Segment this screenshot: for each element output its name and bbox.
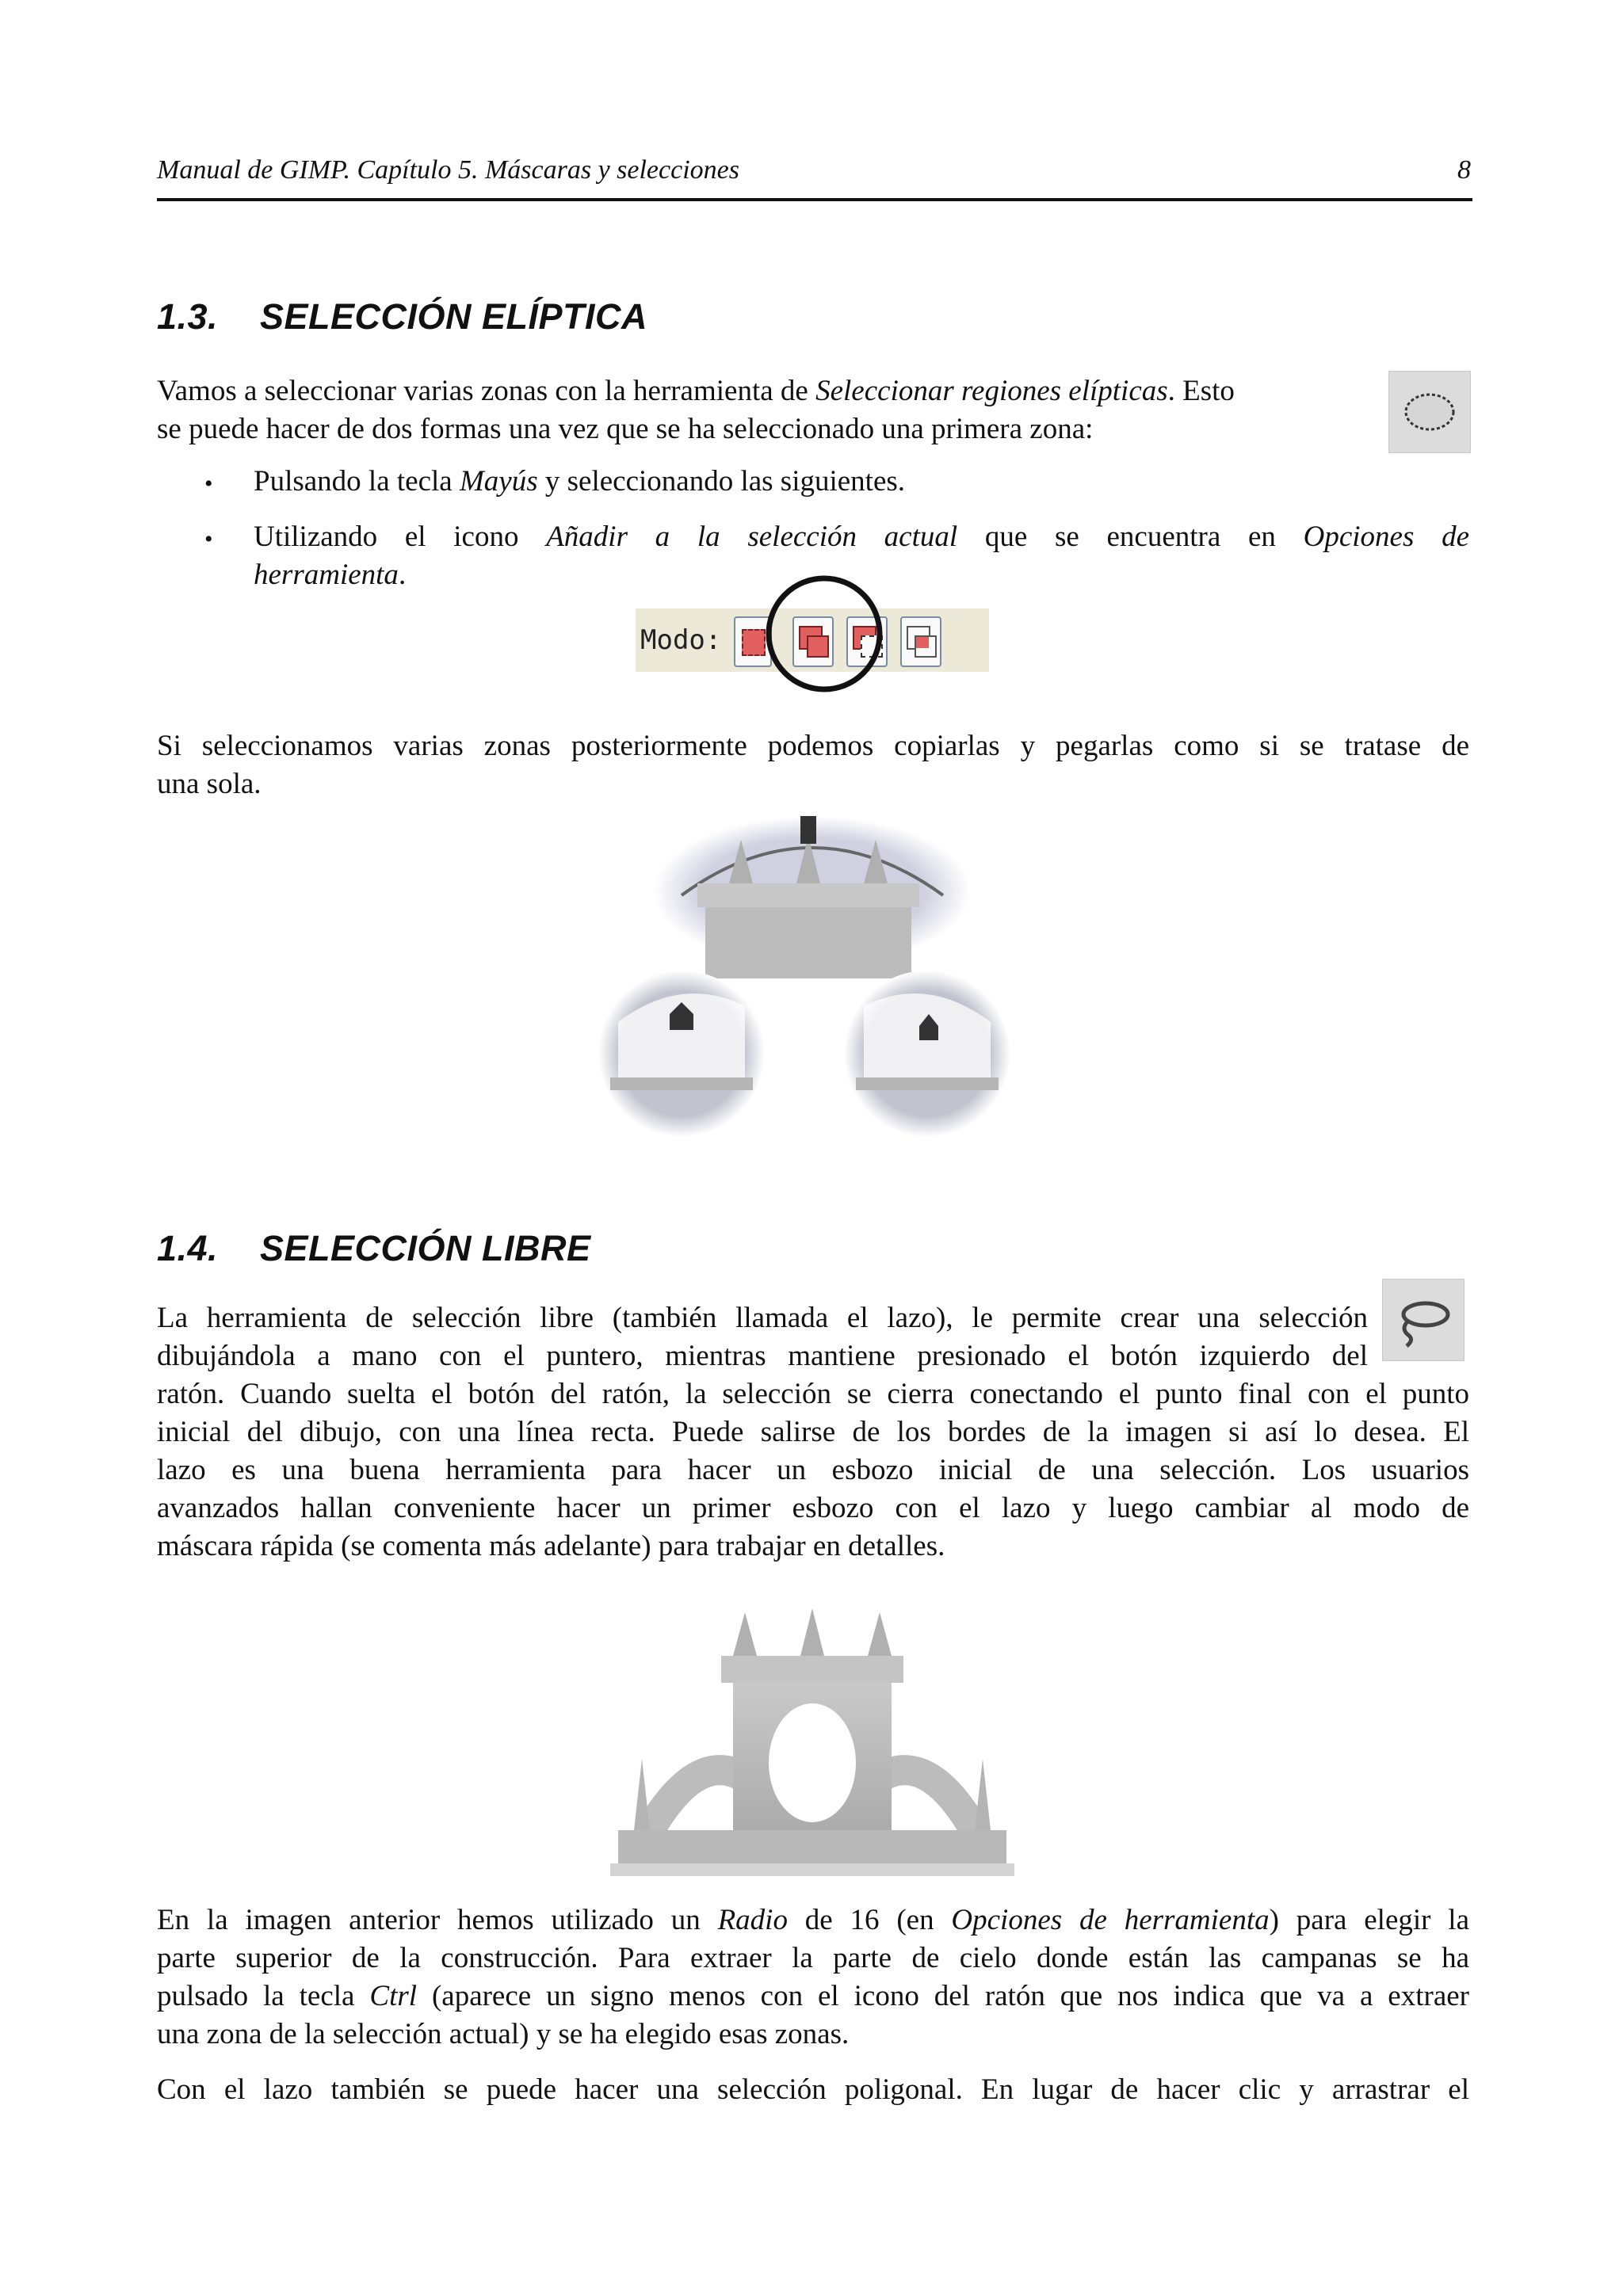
page-header: [157, 155, 1471, 187]
lasso-para-line-4: inicial del dibujo, con una línea recta. Puede salirse de los bordes de la imagen si así lo desea. El: [157, 1416, 1469, 1448]
intro-line-2: se puede hacer de dos formas una vez que se ha seleccionado una primera zona:: [157, 413, 1094, 445]
bullet-item-1: Pulsando la tecla Mayús y seleccionando las siguientes.: [254, 465, 906, 498]
ellipse-select-icon: [1388, 371, 1471, 453]
lasso-para-line-2: dibujándola a mano con el puntero, mientras mantiene presionado el botón izquierdo del: [157, 1340, 1368, 1372]
radio-para-line-4: una zona de la selección actual) y se ha elegido esas zonas.: [157, 2018, 850, 2050]
header-rule: [157, 198, 1472, 201]
lasso-para-line-6: avanzados hallan conveniente hacer un primer esbozo con el lazo y luego cambiar al modo de: [157, 1492, 1469, 1524]
section-number: 1.3.: [157, 296, 219, 337]
radio-para-line-2: parte superior de la construcción. Para extraer la parte de cielo donde están las campanas se ha: [157, 1942, 1469, 1974]
bullet-marker: •: [204, 471, 213, 497]
section-title: SELECCIÓN LIBRE: [260, 1228, 591, 1268]
lasso-icon: [1382, 1279, 1465, 1361]
lasso-para-line-1: La herramienta de selección libre (también llamada el lazo), le permite crear una selección: [157, 1302, 1368, 1334]
mode-toolbar-figure: [634, 570, 991, 697]
lasso-para-line-3: ratón. Cuando suelta el botón del ratón, la selección se cierra conectando el punto final con el punto: [157, 1378, 1469, 1410]
mode-intersect-icon[interactable]: [900, 616, 941, 667]
bullet-item-2-line-1: Utilizando el icono Añadir a la selección actual que se encuentra en Opciones de: [254, 521, 1469, 553]
mode-label: Modo:: [640, 624, 722, 656]
highlight-circle: [761, 570, 888, 697]
lasso-para-line-5: lazo es una buena herramienta para hacer un esbozo inicial de una selección. Los usuarios: [157, 1454, 1469, 1486]
header-title: Manual de GIMP. Capítulo 5. Máscaras y selecciones: [157, 155, 739, 185]
bullet-marker: •: [204, 526, 213, 552]
page-number: 8: [1457, 155, 1471, 185]
intro-line-1: Vamos a seleccionar varias zonas con la herramienta de Seleccionar regiones elípticas. Esto: [157, 375, 1235, 407]
section-title: SELECCIÓN ELÍPTICA: [260, 296, 648, 337]
radio-para-line-1: En la imagen anterior hemos utilizado un Radio de 16 (en Opciones de herramienta) para elegir la: [157, 1904, 1470, 1936]
section-number: 1.4.: [157, 1228, 219, 1268]
polygon-para-line-1: Con el lazo también se puede hacer una selección poligonal. En lugar de hacer clic y arrastrar el: [157, 2073, 1469, 2106]
radio-para-line-3: pulsado la tecla Ctrl (aparece un signo menos con el icono del ratón que nos indica que va a extraer: [157, 1980, 1469, 2012]
lasso-para-line-7: máscara rápida (se comenta más adelante) para trabajar en detalles.: [157, 1530, 945, 1562]
elliptic-selection-figure: [586, 816, 1038, 1141]
free-selection-figure: [586, 1592, 1038, 1894]
after-mode-line-2: una sola.: [157, 768, 262, 800]
after-mode-line-1: Si seleccionamos varias zonas posteriormente podemos copiarlas y pegarlas como si se tratase de: [157, 730, 1469, 762]
bullet-item-2-line-2: herramienta.: [254, 559, 407, 591]
